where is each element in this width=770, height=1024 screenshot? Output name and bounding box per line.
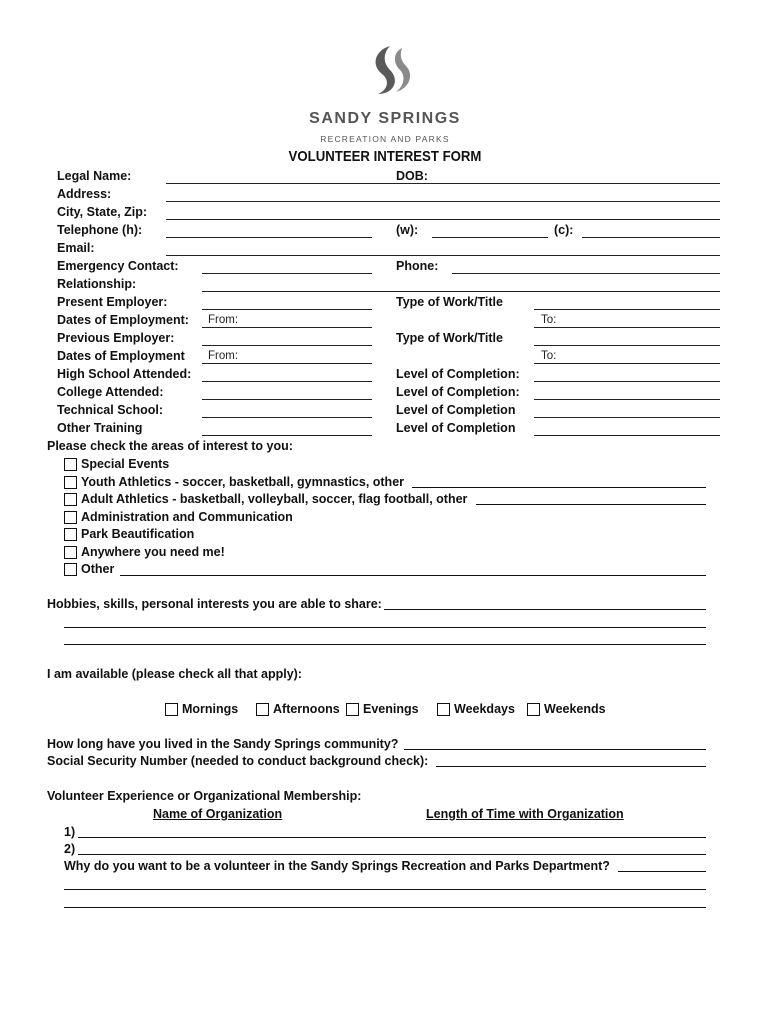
form-title: VOLUNTEER INTEREST FORM [288, 148, 482, 165]
telephone-cell-field[interactable] [582, 237, 720, 238]
from-2-field[interactable] [202, 363, 372, 364]
emergency-contact-field[interactable] [202, 273, 372, 274]
interest-checkbox-youth-athletics[interactable] [64, 476, 77, 489]
availability-checkbox-afternoons[interactable] [256, 703, 269, 716]
previous-employer-label: Previous Employer: [57, 331, 175, 345]
interest-other-field[interactable] [120, 575, 706, 576]
why-volunteer-field-2[interactable] [64, 889, 706, 890]
emergency-contact-label: Emergency Contact: [57, 259, 179, 273]
email-label: Email: [57, 241, 95, 255]
experience-heading: Volunteer Experience or Organizational Membership: [47, 789, 362, 803]
college-label: College Attended: [57, 385, 164, 399]
availability-heading: I am available (please check all that apply): [47, 667, 302, 681]
experience-row-1-field[interactable] [78, 837, 706, 838]
level-completion-2-label: Level of Completion: [396, 385, 520, 399]
availability-label: Evenings [363, 702, 419, 716]
type-of-work-2-field[interactable] [534, 345, 720, 346]
experience-row-2-label: 2) [64, 842, 76, 856]
youth-athletics-other-field[interactable] [412, 487, 706, 488]
type-of-work-1-label: Type of Work/Title [396, 295, 503, 309]
interest-label: Adult Athletics - basketball, volleyball, soccer, flag football, other [81, 492, 468, 506]
level-completion-1-label: Level of Completion: [396, 367, 520, 381]
relationship-label: Relationship: [57, 277, 137, 291]
present-employer-field[interactable] [202, 309, 372, 310]
availability-checkbox-weekends[interactable] [527, 703, 540, 716]
interest-label: Anywhere you need me! [81, 545, 225, 559]
telephone-home-label: Telephone (h): [57, 223, 143, 237]
legal-name-field[interactable] [166, 183, 372, 184]
dates-employment-1-label: Dates of Employment: [57, 313, 189, 327]
level-completion-2-field[interactable] [534, 399, 720, 400]
technical-school-label: Technical School: [57, 403, 164, 417]
experience-row-1-label: 1) [64, 825, 76, 839]
phone-label: Phone: [396, 259, 439, 273]
level-completion-4-field[interactable] [534, 435, 720, 436]
type-of-work-1-field[interactable] [534, 309, 720, 310]
to-2-label: To: [541, 350, 557, 362]
hobbies-field-3[interactable] [64, 644, 706, 645]
interest-label: Special Events [81, 457, 170, 471]
availability-label: Weekends [544, 702, 606, 716]
how-long-label: How long have you lived in the Sandy Springs community? [47, 737, 399, 751]
interest-label: Other [81, 562, 115, 576]
experience-row-2-field[interactable] [78, 854, 706, 855]
address-label: Address: [57, 187, 112, 201]
other-training-label: Other Training [57, 421, 143, 435]
availability-checkbox-evenings[interactable] [346, 703, 359, 716]
phone-field[interactable] [452, 273, 720, 274]
interest-checkbox-administration[interactable] [64, 511, 77, 524]
hobbies-field-1[interactable] [384, 609, 706, 610]
technical-school-field[interactable] [202, 417, 372, 418]
city-state-zip-label: City, State, Zip: [57, 205, 148, 219]
to-1-label: To: [541, 314, 557, 326]
high-school-label: High School Attended: [57, 367, 192, 381]
interest-checkbox-anywhere[interactable] [64, 546, 77, 559]
relationship-field[interactable] [202, 291, 720, 292]
from-1-label: From: [208, 314, 239, 326]
telephone-cell-label: (c): [554, 223, 574, 237]
ssn-label: Social Security Number (needed to conduct background check): [47, 754, 429, 768]
from-1-field[interactable] [202, 327, 372, 328]
why-volunteer-label: Why do you want to be a volunteer in the Sandy Springs Recreation and Parks Department? [64, 859, 610, 873]
interests-heading: Please check the areas of interest to you: [47, 439, 293, 453]
ssn-field[interactable] [436, 766, 706, 767]
name-dob-line[interactable] [372, 183, 720, 184]
interest-label: Youth Athletics - soccer, basketball, gymnastics, other [81, 475, 405, 489]
dates-employment-2-label: Dates of Employment [57, 349, 185, 363]
college-field[interactable] [202, 399, 372, 400]
length-of-time-header: Length of Time with Organization [426, 807, 624, 821]
availability-label: Mornings [182, 702, 239, 716]
why-volunteer-field-1[interactable] [618, 871, 706, 872]
interest-checkbox-other[interactable] [64, 563, 77, 576]
interest-checkbox-adult-athletics[interactable] [64, 493, 77, 506]
hobbies-field-2[interactable] [64, 627, 706, 628]
level-completion-3-field[interactable] [534, 417, 720, 418]
availability-label: Afternoons [273, 702, 340, 716]
from-2-label: From: [208, 350, 239, 362]
telephone-home-field[interactable] [166, 237, 372, 238]
email-field[interactable] [166, 255, 720, 256]
level-completion-1-field[interactable] [534, 381, 720, 382]
level-completion-3-label: Level of Completion [396, 403, 516, 417]
name-of-organization-header: Name of Organization [153, 807, 283, 821]
availability-checkbox-mornings[interactable] [165, 703, 178, 716]
org-name: SANDY SPRINGS [309, 110, 461, 127]
to-1-field[interactable] [534, 327, 720, 328]
to-2-field[interactable] [534, 363, 720, 364]
type-of-work-2-label: Type of Work/Title [396, 331, 503, 345]
dob-label: DOB: [396, 169, 428, 183]
telephone-work-field[interactable] [432, 237, 548, 238]
telephone-work-label: (w): [396, 223, 419, 237]
interest-label: Administration and Communication [81, 510, 293, 524]
interest-label: Park Beautification [81, 527, 195, 541]
level-completion-4-label: Level of Completion [396, 421, 516, 435]
legal-name-label: Legal Name: [57, 169, 132, 183]
adult-athletics-other-field[interactable] [476, 504, 706, 505]
sandy-springs-logo-icon [360, 42, 416, 98]
city-state-zip-field[interactable] [166, 219, 720, 220]
availability-checkbox-weekdays[interactable] [437, 703, 450, 716]
address-field[interactable] [166, 201, 720, 202]
org-subtitle: RECREATION AND PARKS [320, 134, 450, 144]
why-volunteer-field-3[interactable] [64, 907, 706, 908]
present-employer-label: Present Employer: [57, 295, 168, 309]
other-training-field[interactable] [202, 435, 372, 436]
hobbies-label: Hobbies, skills, personal interests you are able to share: [47, 597, 382, 611]
how-long-field[interactable] [404, 749, 706, 750]
availability-label: Weekdays [454, 702, 515, 716]
interest-checkbox-special-events[interactable] [64, 458, 77, 471]
previous-employer-field[interactable] [202, 345, 372, 346]
high-school-field[interactable] [202, 381, 372, 382]
interest-checkbox-park-beautification[interactable] [64, 528, 77, 541]
